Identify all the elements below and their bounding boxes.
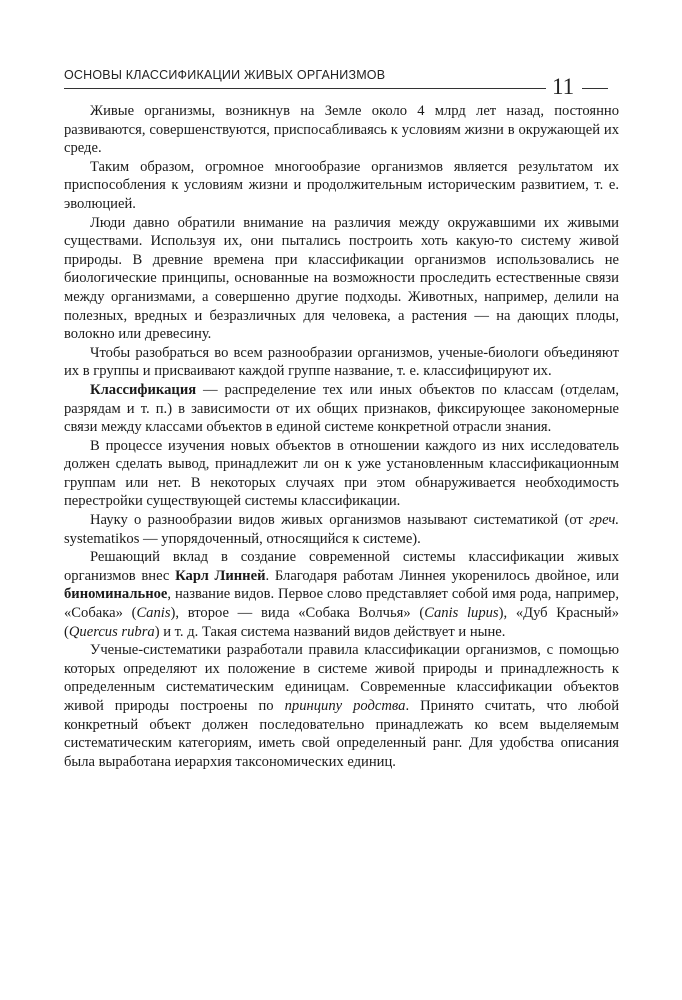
text-run: . Принято считать, что любой конкретный объект должен последовательно принадлежать ко всем выделяемым систематическим категориям, иметь свой определенный ранг. Для удобства описания была выработана иерархия таксономических единиц. bbox=[64, 698, 620, 770]
text-run: . Благодаря работам Линнея укоренилось двойное, или bbox=[265, 567, 619, 584]
text-run: Живые организмы, возникнув на Земле около 4 млрд лет назад, постоянно развиваются, совершенствуются, приспосабливаясь к условиям жизни в окружающей их среде. bbox=[64, 103, 619, 157]
italic-term: Canis lupus bbox=[424, 605, 499, 622]
italic-term: греч. bbox=[589, 512, 619, 529]
italic-term: принципу родства bbox=[284, 698, 406, 714]
text-run: systematikos — упорядоченный, относящийся к системе). bbox=[64, 530, 421, 547]
paragraph bbox=[64, 381, 619, 437]
text-run: ), «Дуб Красный» ( bbox=[64, 605, 620, 640]
paragraph bbox=[64, 102, 619, 158]
paragraph bbox=[64, 511, 619, 548]
paragraph bbox=[64, 344, 619, 381]
text-run: ), второе — вида «Собака Волчья» ( bbox=[170, 605, 425, 622]
text-run: Чтобы разобраться во всем разнообразии организмов, ученые-биологи объединяют их в группы и присваивают каждой группе название, т. е. классифицируют их. bbox=[64, 344, 619, 380]
page-number-rule bbox=[582, 88, 608, 89]
bold-term: Карл Линней bbox=[175, 567, 266, 584]
paragraph bbox=[64, 214, 619, 344]
text-run: Люди давно обратили внимание на различия между окружавшими их живыми существами. Используя их, они пытались построить хоть какую-то систему живой природы. В древние времена при классификации организмов использовались не биологические принципы, основанные на возможности проследить естественные связи между организмами, а совершенно другие подходы. Животных, например, делили на полезных, вредных и безразличных для человека, а растения — на дающих плоды, волокно или древесину. bbox=[64, 214, 619, 343]
text-run: Ученые-систематики разработали правила классификации организмов, с помощью которых определяют их положение в системе живой природы и принадлежность к определенным систематическим единицам. Современные классификации объектов живой природы построены по bbox=[64, 642, 619, 714]
running-header-title: ОСНОВЫ КЛАССИФИКАЦИИ ЖИВЫХ ОРГАНИЗМОВ bbox=[64, 68, 386, 82]
text-run: , название видов. Первое слово представляет собой имя рода, например, «Собака» ( bbox=[64, 586, 619, 622]
body-text bbox=[64, 102, 619, 771]
paragraph bbox=[64, 548, 619, 641]
text-run: ) и т. д. Такая система названий видов действует и ныне. bbox=[154, 623, 506, 640]
text-run: Науку о разнообразии видов живых организмов называют систематикой (от bbox=[90, 512, 590, 529]
page-number: 11 bbox=[552, 74, 575, 99]
text-run: — распределение тех или иных объектов по классам (отделам, разрядам и т. п.) в зависимости от их общих признаков, фиксирующее закономерные связи между классами объектов в единой системе конкретной отрасли знания. bbox=[64, 381, 619, 436]
header-rule bbox=[64, 88, 546, 89]
text-run: В процессе изучения новых объектов в отношении каждого из них исследователь должен сделать вывод, принадлежит ли он к уже установленным классификационным группам или нет. В некоторых случаях при этом обнаруживается необходимость перестройки существующей системы классификации. bbox=[64, 437, 619, 510]
bold-term: Классификация bbox=[90, 381, 197, 398]
paragraph bbox=[64, 158, 619, 214]
text-run: Решающий вклад в создание современной системы классификации живых организмов внес bbox=[64, 549, 619, 584]
paragraph bbox=[64, 641, 619, 771]
text-run: Таким образом, огромное многообразие организмов является результатом их приспособления к условиям жизни и продолжительным историческим развитием, т. е. эволюцией. bbox=[64, 158, 619, 212]
italic-term: Canis bbox=[136, 605, 171, 622]
bold-term: биноминальное bbox=[64, 586, 168, 603]
paragraph bbox=[64, 437, 619, 511]
italic-term: Quercus rubra bbox=[68, 623, 155, 640]
